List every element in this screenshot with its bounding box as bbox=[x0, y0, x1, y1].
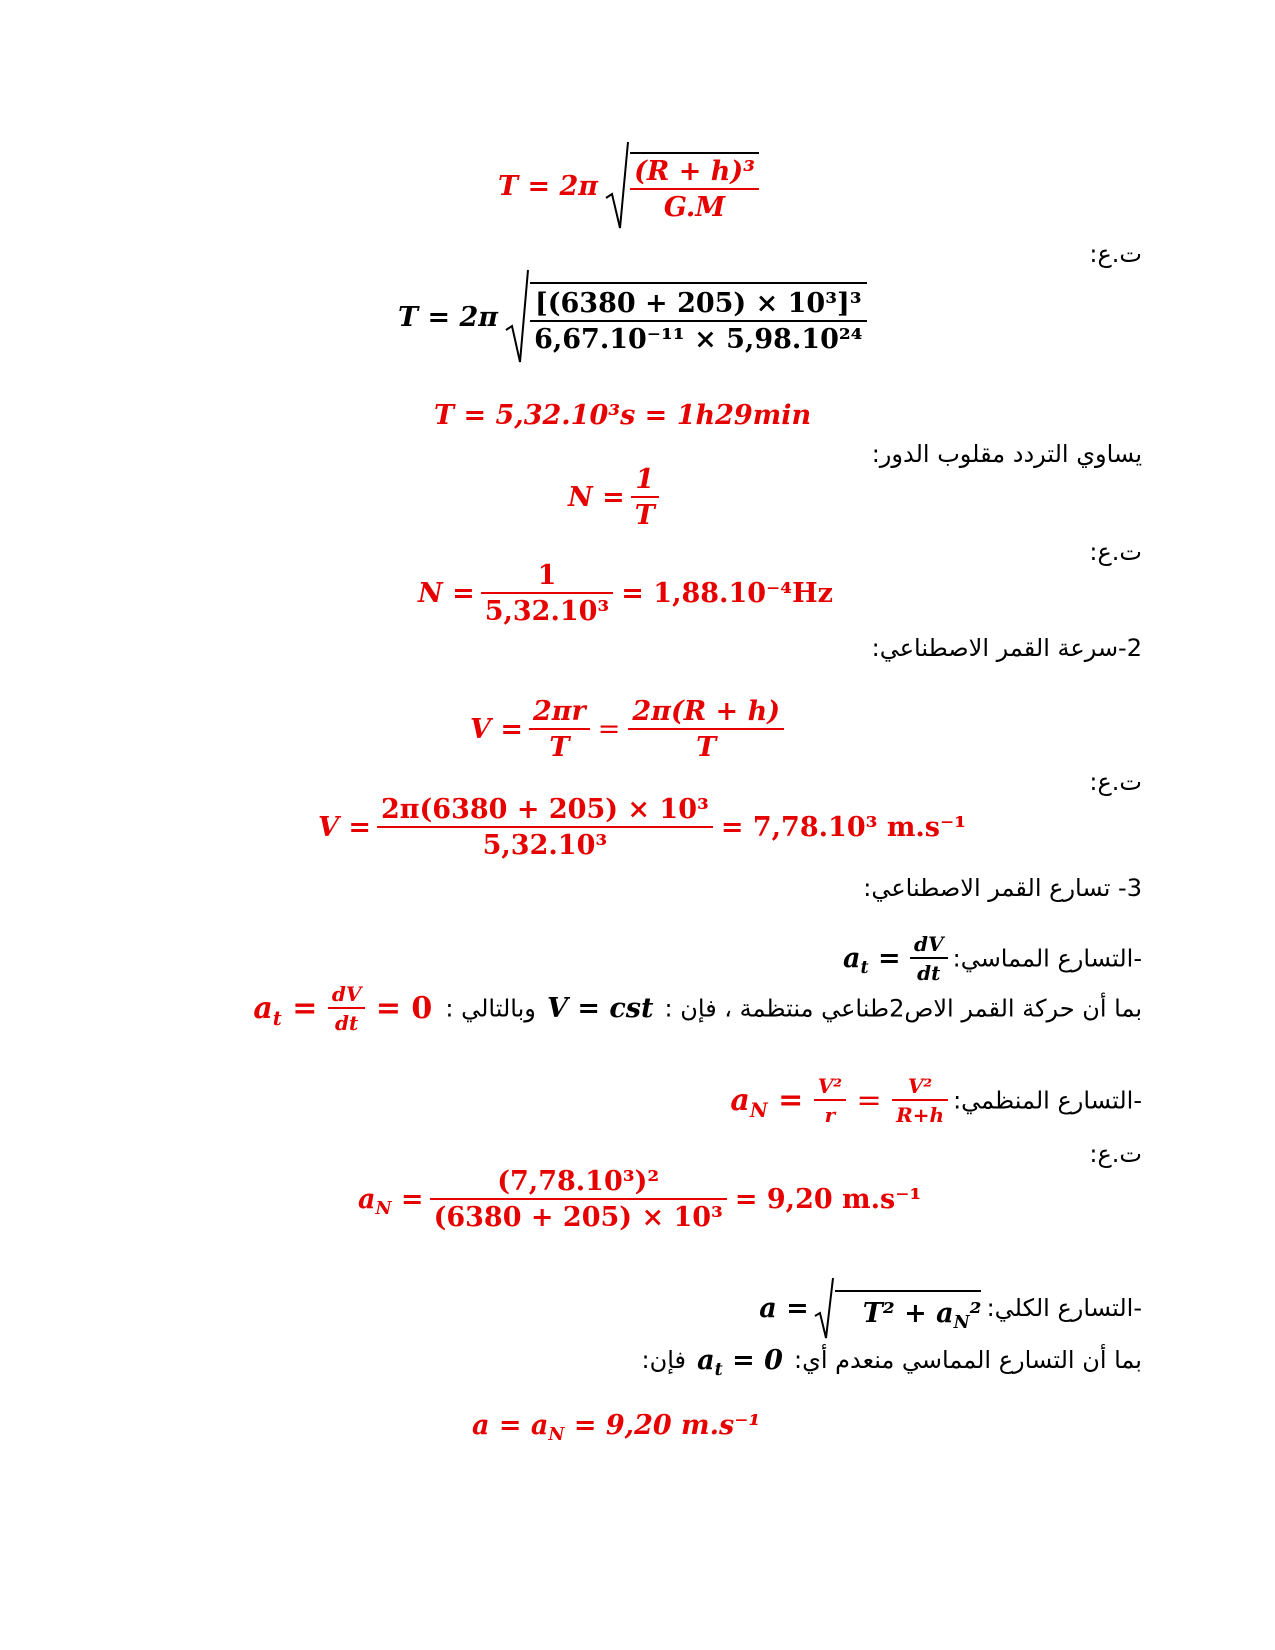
frequency-formula-lhs: N = bbox=[568, 482, 625, 513]
normal-formula-denominator-1: r bbox=[814, 1099, 846, 1125]
then-text: فإن: bbox=[641, 1346, 686, 1374]
frequency-numeric-numerator: 1 bbox=[537, 560, 557, 591]
speed-numeric-fraction bbox=[377, 796, 713, 859]
tangential-definition bbox=[843, 934, 948, 983]
te-label-3: ت.ع: bbox=[1089, 768, 1142, 796]
normal-formula bbox=[730, 1076, 948, 1125]
tangential-result-rhs: = 0 bbox=[375, 990, 433, 1026]
tangential-result-denominator: dt bbox=[328, 1007, 366, 1033]
radical-sign-icon bbox=[604, 140, 630, 232]
normal-formula-line bbox=[730, 1076, 1142, 1125]
speed-formula bbox=[470, 698, 784, 761]
period-formula-fraction bbox=[630, 152, 759, 221]
tangential-definition-line bbox=[843, 934, 1142, 983]
speed-numeric bbox=[318, 796, 966, 859]
frequency-formula bbox=[568, 466, 659, 529]
normal-formula-lhs: $a_N$ = bbox=[730, 1082, 804, 1122]
speed-numeric-denominator: 5,32.10³ bbox=[377, 826, 713, 859]
frequency-formula-denominator: T bbox=[631, 496, 659, 529]
speed-numeric-lhs: V = bbox=[318, 812, 371, 843]
v-constant: V = cst bbox=[546, 993, 654, 1024]
and-therefore-text: وبالتالي : bbox=[445, 994, 536, 1023]
frequency-numeric bbox=[418, 562, 833, 625]
speed-formula-denominator-1: T bbox=[529, 728, 590, 761]
frequency-formula-numerator: 1 bbox=[635, 464, 655, 495]
acceleration-heading: 3- تسارع القمر الاصطناعي: bbox=[863, 874, 1142, 902]
total-formula bbox=[759, 1276, 981, 1340]
te-label-2: ت.ع: bbox=[1089, 538, 1142, 566]
frequency-numeric-result: = 1,88.10⁻⁴Hz bbox=[621, 578, 833, 609]
total-result: $a = a_N = 9,20$ m.s⁻¹ bbox=[472, 1410, 761, 1446]
frequency-numeric-lhs: N = bbox=[418, 578, 475, 609]
normal-label: -التسارع المنظمي: bbox=[953, 1086, 1142, 1115]
period-numeric-fraction bbox=[530, 282, 866, 353]
speed-formula-fraction-1 bbox=[529, 698, 590, 761]
speed-heading: 2-سرعة القمر الاصطناعي: bbox=[871, 634, 1142, 662]
normal-numeric-numerator: (7,78.10³)² bbox=[497, 1166, 660, 1197]
total-label: -التسارع الكلي: bbox=[986, 1294, 1142, 1322]
tangential-zero-line bbox=[641, 1344, 1142, 1380]
period-result: T = 5,32.10³s = 1h29min bbox=[434, 400, 812, 431]
normal-numeric-denominator: (6380 + 205) × 10³ bbox=[430, 1198, 727, 1231]
normal-numeric-lhs: $a_N$ = bbox=[358, 1184, 424, 1220]
speed-formula-equals: = bbox=[597, 714, 621, 745]
period-formula-lhs: T = 2π bbox=[498, 170, 599, 202]
tangential-result-numerator: dV bbox=[331, 982, 362, 1006]
period-numeric-denominator: 6,67.10⁻¹¹ × 5,98.10²⁴ bbox=[530, 320, 866, 353]
normal-numeric-result: = 9,20 m.s⁻¹ bbox=[734, 1184, 922, 1215]
frequency-intro: يساوي التردد مقلوب الدور: bbox=[871, 440, 1142, 468]
period-formula-denominator: G.M bbox=[630, 188, 759, 221]
total-formula-line bbox=[759, 1276, 1142, 1340]
uniform-motion-text: بما أن حركة القمر الاص2طناعي منتظمة ، فإن : bbox=[664, 994, 1142, 1023]
normal-numeric-fraction bbox=[430, 1168, 727, 1231]
speed-numeric-result: = 7,78.10³ m.s⁻¹ bbox=[720, 812, 967, 843]
speed-formula-numerator-2: 2π(R + h) bbox=[632, 696, 780, 727]
speed-formula-numerator-1: 2πr bbox=[532, 696, 586, 727]
period-numeric-numerator: [(6380 + 205) × 10³]³ bbox=[534, 287, 862, 319]
tangential-result-fraction bbox=[328, 984, 366, 1033]
speed-numeric-numerator: 2π(6380 + 205) × 10³ bbox=[380, 794, 709, 825]
period-numeric bbox=[398, 268, 867, 366]
total-formula-lhs: a = bbox=[759, 1292, 809, 1324]
radical-sign-icon-3 bbox=[813, 1276, 835, 1340]
total-formula-radicand: $T^2 + a_N^2$ bbox=[835, 1290, 982, 1327]
frequency-numeric-fraction bbox=[481, 562, 614, 625]
frequency-numeric-denominator: 5,32.10³ bbox=[481, 592, 614, 625]
normal-formula-fraction-1 bbox=[814, 1076, 846, 1125]
period-formula-numerator: (R + h)³ bbox=[634, 155, 755, 187]
te-label-1: ت.ع: bbox=[1089, 240, 1142, 268]
speed-formula-denominator-2: T bbox=[628, 728, 784, 761]
tangential-label: -التسارع المماسي: bbox=[952, 944, 1142, 973]
period-formula bbox=[498, 140, 759, 232]
te-label-4: ت.ع: bbox=[1089, 1140, 1142, 1168]
tangential-definition-lhs: $a_t$ = bbox=[842, 943, 901, 979]
tangential-definition-numerator: dV bbox=[914, 932, 944, 956]
normal-formula-equals: = bbox=[856, 1082, 882, 1118]
normal-formula-numerator-2: V² bbox=[907, 1074, 933, 1098]
uniform-motion-line bbox=[253, 984, 1142, 1033]
speed-formula-fraction-2 bbox=[628, 698, 784, 761]
normal-formula-fraction-2 bbox=[892, 1076, 948, 1125]
speed-formula-lhs: V = bbox=[470, 714, 523, 745]
normal-formula-denominator-2: R+h bbox=[892, 1099, 948, 1125]
tangential-zero-text: بما أن التسارع المماسي منعدم أي: bbox=[794, 1346, 1142, 1374]
at-zero: $a_t = 0$ bbox=[697, 1344, 783, 1380]
tangential-definition-denominator: dt bbox=[910, 957, 948, 983]
tangential-definition-fraction bbox=[910, 934, 948, 983]
tangential-result-lhs: $a_t$ = bbox=[253, 990, 318, 1030]
tangential-result bbox=[253, 984, 432, 1033]
radical-sign-icon-2 bbox=[504, 268, 530, 366]
frequency-formula-fraction bbox=[631, 466, 659, 529]
normal-numeric bbox=[358, 1168, 921, 1231]
period-numeric-lhs: T = 2π bbox=[398, 301, 499, 333]
normal-formula-numerator-1: V² bbox=[817, 1074, 843, 1098]
